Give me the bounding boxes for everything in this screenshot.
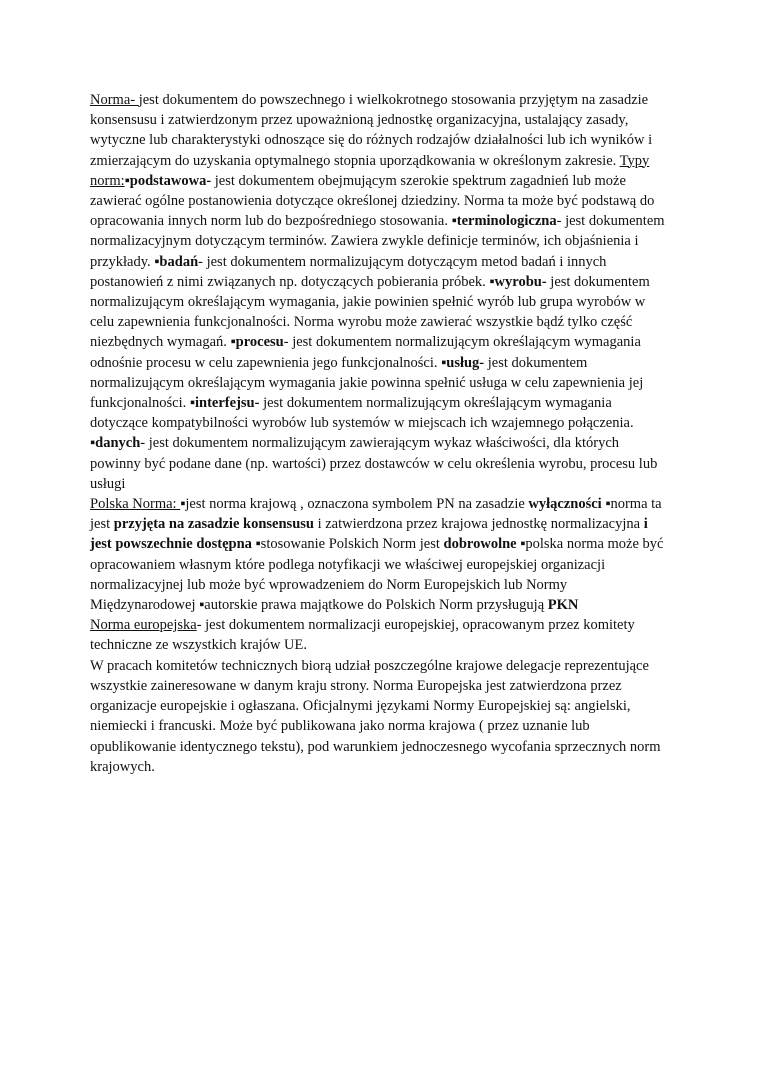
polska-text: ▪polska norma może być opracowaniem własnym które podlega notyfikacji we właściwej europejskiej organizacji normalizacyjnej lub może być wprowadzeniem do Norm Europejskich lub Normy Międzynarodowej ▪autorskie prawa majątkowe do Polskich Norm przysługują	[90, 536, 664, 614]
polska-text: ▪norma ta jest	[90, 496, 662, 533]
type-term: ▪interfejsu-	[189, 395, 260, 412]
type-desc: - jest dokumentem normalizacyjnym dotyczącym terminów. Zawiera zwykle definicje terminów, ich objaśnienia i przykłady.	[90, 213, 665, 270]
polska-bold: PKN	[547, 597, 579, 614]
type-desc: - jest dokumentem normalizującym dotyczącym metod badań i innych postanowień z nimi związanych np. dotyczących pobierania próbek.	[90, 253, 607, 290]
norma-heading: Norma-	[90, 92, 139, 108]
europejska-intro: - jest dokumentem normalizacji europejskiej, opracowanym przez komitety techniczne ze wszystkich krajów UE.	[90, 617, 635, 654]
type-term: ▪badań	[154, 253, 199, 270]
type-desc: - jest dokumentem normalizującym zawierającym wykaz właściwości, dla których powinny być podane dane (np. wartości) przez dostawców w celu określenia wyrobu, procesu lub usługi	[90, 435, 658, 492]
type-desc: jest dokumentem normalizującym określającym wymagania jakie powinna spełnić usługa w celu zapewnienia jej funkcjonalności.	[90, 354, 644, 412]
polska-text: i zatwierdzona przez krajowa jednostkę normalizacyjna	[313, 516, 644, 533]
europejska-paragraph	[90, 615, 670, 655]
type-term: ▪usług-	[441, 354, 485, 371]
norma-intro: jest dokumentem do powszechnego i wielkokrotnego stosowania przyjętym na zasadzie konsensusu i zatwierdzonym przez upoważnioną jednostkę organizacyjna, ustalający zasady, wytyczne lub charakterystyki odnoszące się do różnych rodzajów działalności lub ich wyników i zmierzającym do uzyskania optymalnego stopnia uporządkowania w określonym zakresie.	[90, 92, 653, 169]
type-desc: jest dokumentem normalizującym określającym wymagania dotyczące kompatybilności wyrobów lub systemów w miejscach ich wzajemnego połączenia.	[90, 395, 634, 432]
norma-paragraph	[90, 90, 670, 494]
type-desc: jest dokumentem obejmującym szerokie spektrum zagadnień lub może zawierać ogólne postanowienia dotyczące określonej dziedziny. Norma ta może być podstawą do opracowania innych norm lub do bezpośredniego stosowania.	[90, 172, 655, 230]
type-desc: jest dokumentem normalizującym określającym wymagania, jakie powinien spełnić wyrób lub grupa wyrobów w celu zapewnienia funkcjonalności. Norma wyrobu może zawierać wszystkie bądź tylko część niezbędnych wymagań.	[90, 273, 650, 351]
types-heading: Typy norm:	[90, 152, 650, 189]
polska-norma-heading: Polska Norma:	[90, 496, 181, 513]
type-term: ▪danych	[90, 435, 141, 452]
polska-bold: wyłączności	[528, 496, 602, 513]
polska-bold: przyjęta na zasadzie konsensusu	[113, 516, 314, 533]
type-term: ▪procesu	[230, 334, 284, 351]
polska-bold: dobrowolne	[443, 536, 517, 553]
polska-text: ▪stosowanie Polskich Norm jest	[251, 536, 444, 553]
europejska-body: W pracach komitetów technicznych biorą udział poszczególne krajowe delegacje reprezentujące wszystkie zaineresowane w danym kraju strony. Norma Europejska jest zatwierdzona przez organizacje europejskie i ogłaszana. Oficjalnymi językami Normy Europejskiej są: angielski, niemiecki i francuski. Może być publikowana jako norma krajowa ( przez uznanie lub opublikowanie identycznego tekstu), pod warunkiem jednoczesnego wycofania sprzecznych norm krajowych.	[90, 657, 661, 775]
europejska-heading: Norma europejska	[90, 617, 197, 634]
polska-bold: i jest powszechnie dostępna	[90, 516, 648, 553]
document-page	[90, 90, 670, 777]
type-desc: - jest dokumentem normalizującym określającym wymagania odnośnie procesu w celu zapewnienia jego funkcjonalności.	[90, 334, 641, 371]
type-term: ▪terminologiczna	[451, 213, 557, 230]
polska-norma-paragraph	[90, 494, 670, 615]
type-term: ▪wyrobu-	[489, 273, 547, 290]
type-term: ▪podstawowa-	[124, 172, 212, 189]
polska-text: ▪jest norma krajową , oznaczona symbolem PN na zasadzie	[180, 496, 529, 513]
